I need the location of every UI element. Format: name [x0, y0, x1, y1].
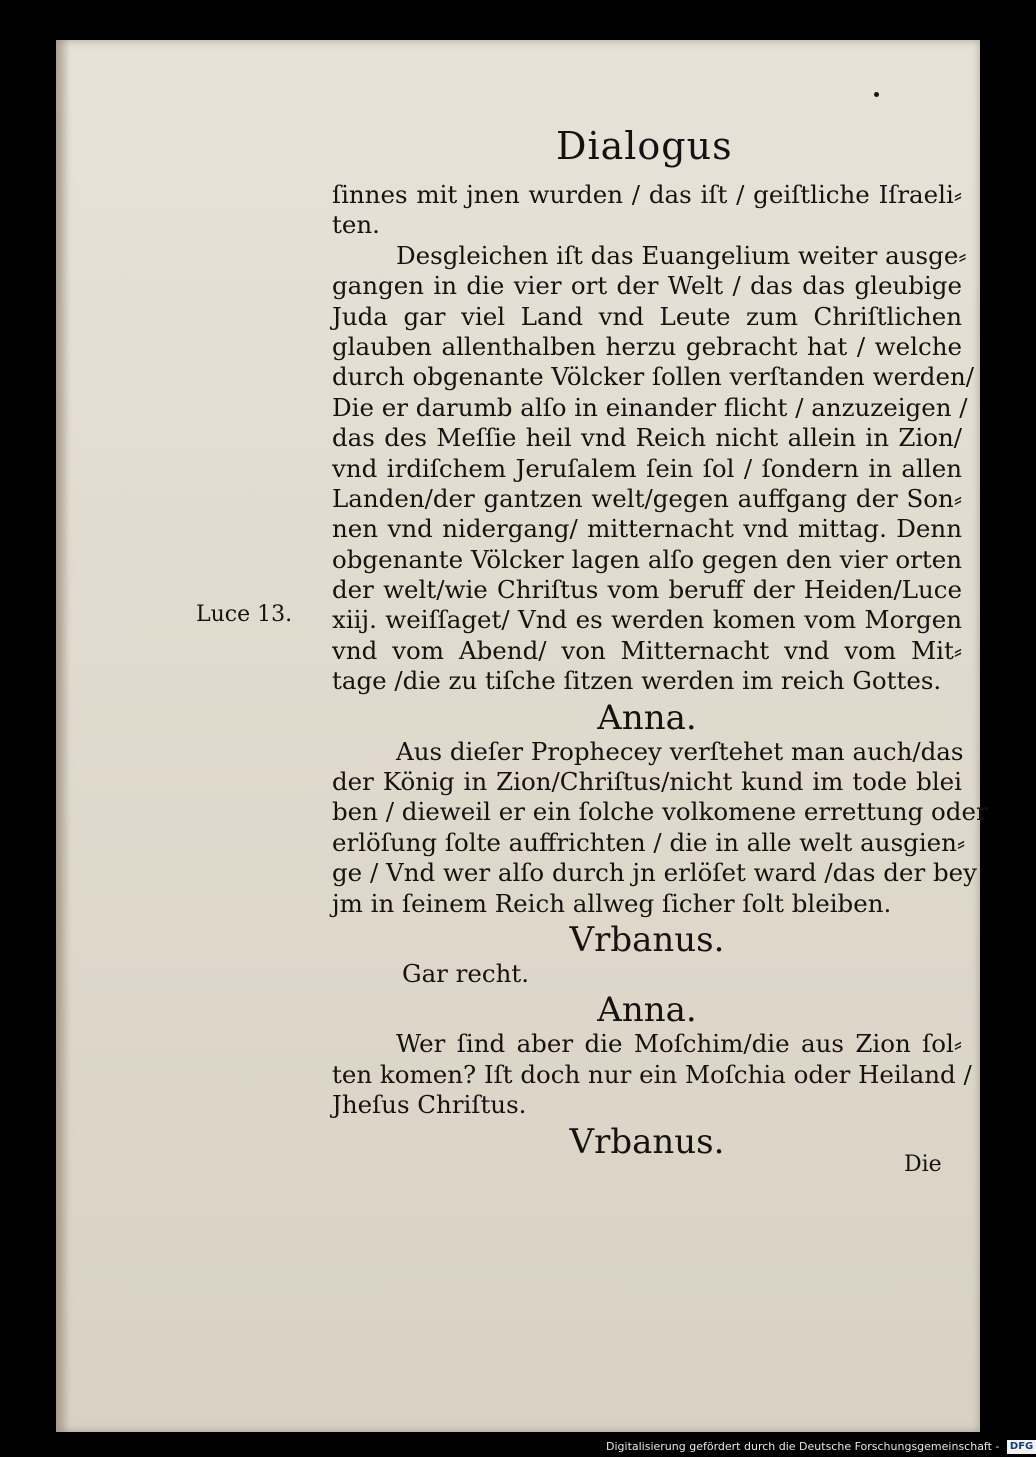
- paragraph-block-3: [332, 1029, 972, 1120]
- dfg-logo-icon: DFG: [1007, 1440, 1036, 1454]
- footer-text: Digitalisierung gefördert durch die Deutsche Forschungsgemeinschaft -: [606, 1440, 1000, 1453]
- text-line: vnd irdiſchem Jeruſalem ſein ſol / ſondern in allen: [332, 453, 962, 483]
- running-header: Dialogus: [556, 124, 733, 168]
- text-line: Wer ſind aber die Moſchim/die aus Zion ſol⸗: [396, 1029, 962, 1059]
- speaker-urbanus-2: Vrbanus.: [569, 1121, 725, 1162]
- text-line: Aus dieſer Prophecey verſtehet man auch/das: [396, 736, 964, 766]
- speaker-anna-2: Anna.: [597, 990, 697, 1031]
- text-line: ſinnes mit jnen wurden / das iſt / geiſtliche Iſraeli⸗: [332, 180, 962, 209]
- text-line: tage /die zu tiſche ſitzen werden im reich Gottes.: [332, 666, 942, 696]
- text-line: der welt/wie Chriſtus vom beruff der Heiden/Luce: [332, 575, 962, 605]
- text-line: Desgleichen iſt das Euangelium weiter ausge⸗: [396, 240, 967, 270]
- text-line: durch obgenante Völcker ſollen verſtanden werden/: [332, 362, 975, 392]
- text-line: vnd vom Abend/ von Mitternacht vnd vom Mit⸗: [332, 635, 962, 665]
- text-line: das des Meſſie heil vnd Reich nicht allein in Zion/: [332, 423, 962, 453]
- text-line: Landen/der gantzen welt/gegen auffgang der Son⸗: [332, 483, 962, 513]
- main-text-block: [332, 180, 988, 1162]
- speaker-urbanus-1: Vrbanus.: [569, 919, 725, 960]
- ink-dot: [874, 92, 879, 97]
- text-line: erlöſung ſolte auffrichten / die in alle welt ausgien⸗: [332, 827, 966, 857]
- text-line: xiij. weiſſaget/ Vnd es werden komen vom Morgen: [332, 605, 962, 635]
- text-line: obgenante Völcker lagen alſo gegen den vier orten: [332, 544, 962, 574]
- book-page: [56, 40, 988, 1432]
- text-line: der König in Zion/Chriſtus/nicht kund im tode blei: [332, 767, 962, 797]
- paragraph-block-2: [332, 736, 988, 919]
- urbanus-reply: Gar recht.: [402, 958, 530, 988]
- speaker-anna-1: Anna.: [597, 697, 697, 738]
- text-line: gangen in die vier ort der Welt / das das gleubige: [332, 271, 962, 301]
- catchword: Die: [904, 1152, 942, 1177]
- text-line: ten.: [332, 210, 380, 240]
- text-line: ben / dieweil er ein ſolche volkomene errettung oder: [332, 797, 988, 827]
- text-line: Jheſus Chriſtus.: [332, 1090, 527, 1120]
- text-line: nen vnd nidergang/ mitternacht vnd mittag. Denn: [332, 514, 962, 544]
- margin-note: Luce 13.: [196, 602, 293, 627]
- text-line: glauben allenthalben herzu gebracht hat / welche: [332, 331, 962, 361]
- dfg-footer: [606, 1438, 1034, 1456]
- text-line: Juda gar viel Land vnd Leute zum Chriſtlichen: [332, 301, 962, 331]
- text-line: ge / Vnd wer alſo durch jn erlöſet ward /das der bey: [332, 858, 977, 888]
- text-line: ten komen? Iſt doch nur ein Moſchia oder Heiland /: [332, 1059, 972, 1089]
- paragraph-block-1: [332, 180, 975, 697]
- text-line: Die er darumb alſo in einander flicht / anzuzeigen /: [332, 392, 968, 422]
- text-line: jm in ſeinem Reich allweg ſicher ſolt bleiben.: [332, 888, 892, 918]
